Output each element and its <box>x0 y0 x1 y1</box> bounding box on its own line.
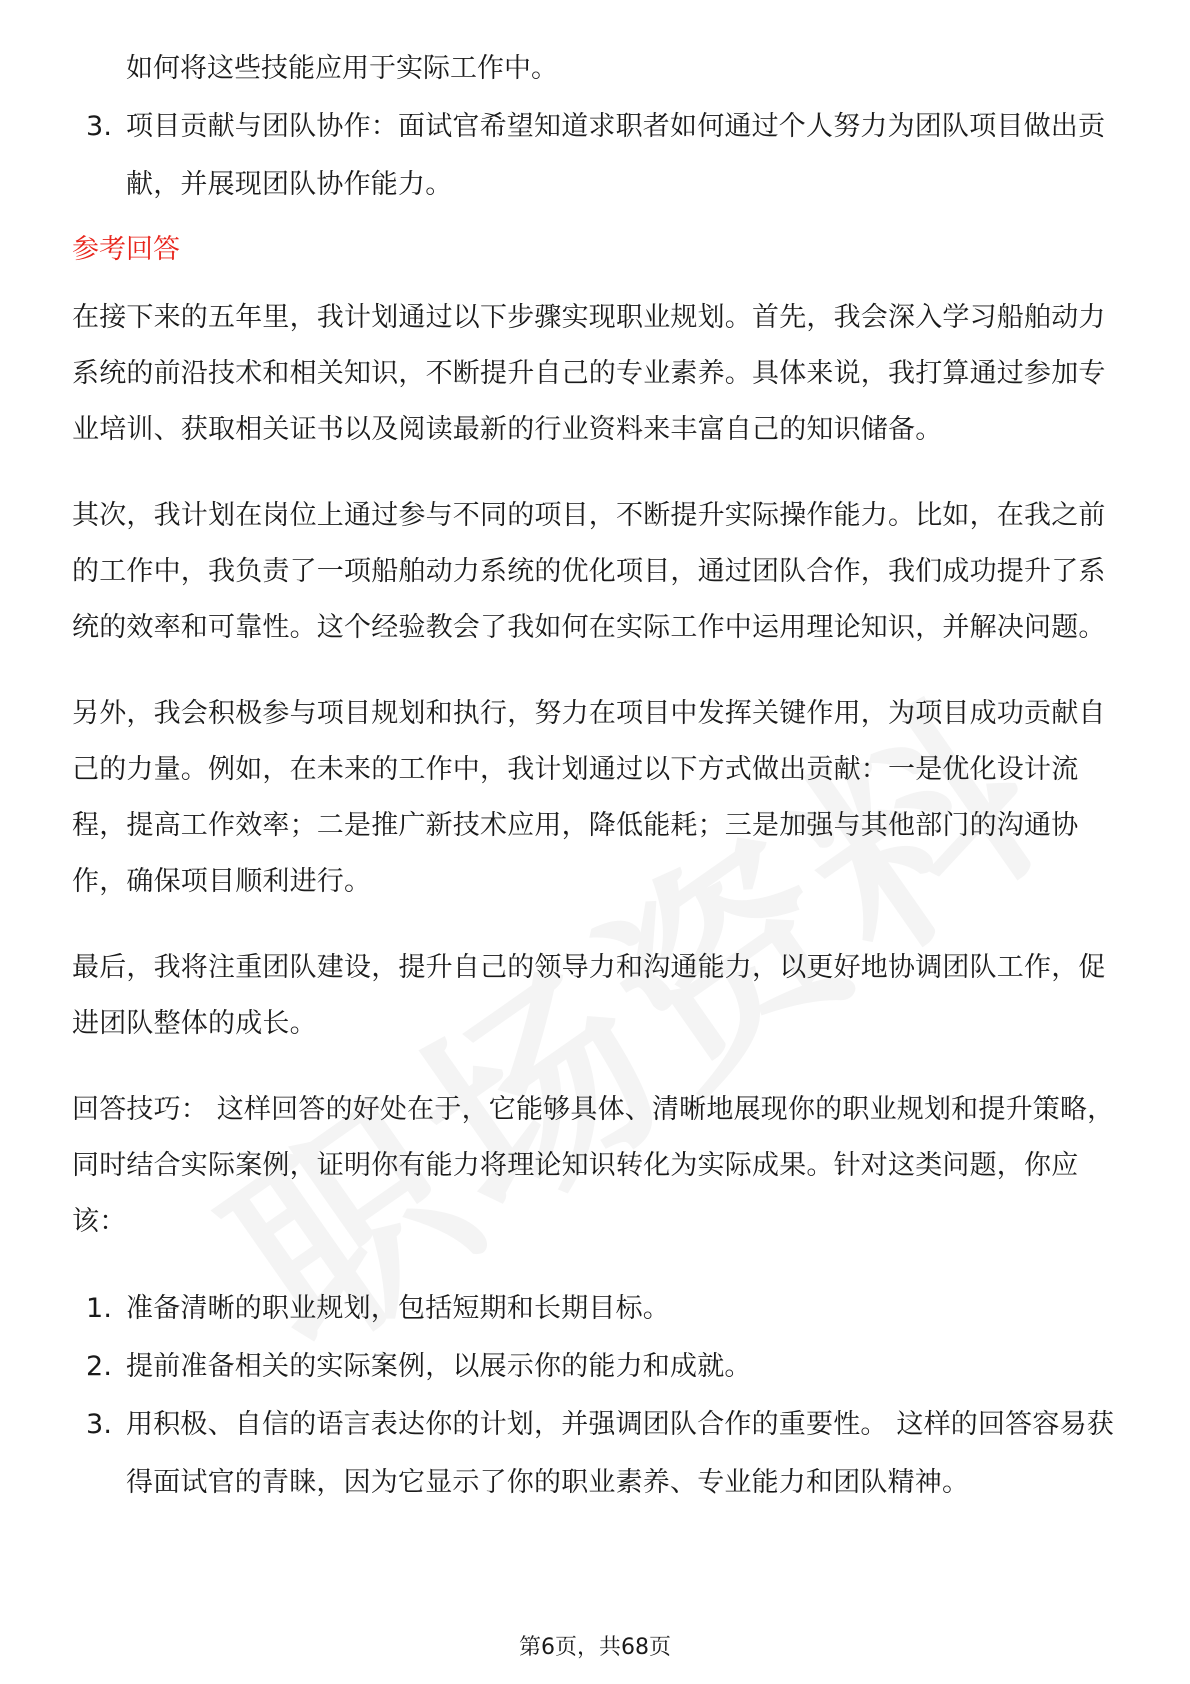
list-item-text: 项目贡献与团队协作：面试官希望知道求职者如何通过个人努力为团队项目做出贡献，并展现团队协作能力。 <box>126 111 1106 200</box>
list-item-text: 准备清晰的职业规划，包括短期和长期目标。 <box>126 1293 670 1324</box>
intro-list-item-3 <box>72 98 1122 214</box>
list-number: 3. <box>86 111 113 142</box>
answer-paragraph-4: 最后，我将注重团队建设，提升自己的领导力和沟通能力，以更好地协调团队工作，促进团队整体的成长。 <box>72 952 1106 1039</box>
answer-paragraph-1: 在接下来的五年里，我计划通过以下步骤实现职业规划。首先，我会深入学习船舶动力系统的前沿技术和相关知识，不断提升自己的专业素养。具体来说，我打算通过参加专业培训、获取相关证书以及阅读最新的行业资料来丰富自己的知识储备。 <box>72 302 1106 445</box>
answer-tips-intro: 回答技巧： 这样回答的好处在于，它能够具体、清晰地展现你的职业规划和提升策略，同时结合实际案例，证明你有能力将理论知识转化为实际成果。针对这类问题，你应该： <box>72 1094 1115 1237</box>
list-number: 1. <box>86 1293 113 1324</box>
answer-paragraph-2: 其次，我计划在岗位上通过参与不同的项目，不断提升实际操作能力。比如，在我之前的工作中，我负责了一项船舶动力系统的优化项目，通过团队合作，我们成功提升了系统的效率和可靠性。这个经验教会了我如何在实际工作中运用理论知识，并解决问题。 <box>72 500 1106 643</box>
list-item-text: 提前准备相关的实际案例，以展示你的能力和成就。 <box>126 1351 752 1382</box>
tips-list <box>72 1280 1122 1512</box>
list-number: 3. <box>86 1409 113 1440</box>
page-content <box>72 40 1122 1512</box>
tips-list-item <box>72 1280 1122 1338</box>
tips-list-item <box>72 1396 1122 1512</box>
intro-list <box>72 98 1122 214</box>
list-number: 2. <box>86 1351 113 1382</box>
intro-continuation-line: 如何将这些技能应用于实际工作中。 <box>126 53 558 84</box>
tips-list-item <box>72 1338 1122 1396</box>
section-title-reference-answer: 参考回答 <box>72 234 180 265</box>
list-item-text: 用积极、自信的语言表达你的计划，并强调团队合作的重要性。 这样的回答容易获得面试官的青睐，因为它显示了你的职业素养、专业能力和团队精神。 <box>126 1409 1114 1498</box>
answer-paragraph-3: 另外，我会积极参与项目规划和执行，努力在项目中发挥关键作用，为项目成功贡献自己的力量。例如，在未来的工作中，我计划通过以下方式做出贡献：一是优化设计流程，提高工作效率；二是推广新技术应用，降低能耗；三是加强与其他部门的沟通协作，确保项目顺利进行。 <box>72 698 1106 897</box>
page-footer: 第6页，共68页 <box>519 1635 671 1660</box>
